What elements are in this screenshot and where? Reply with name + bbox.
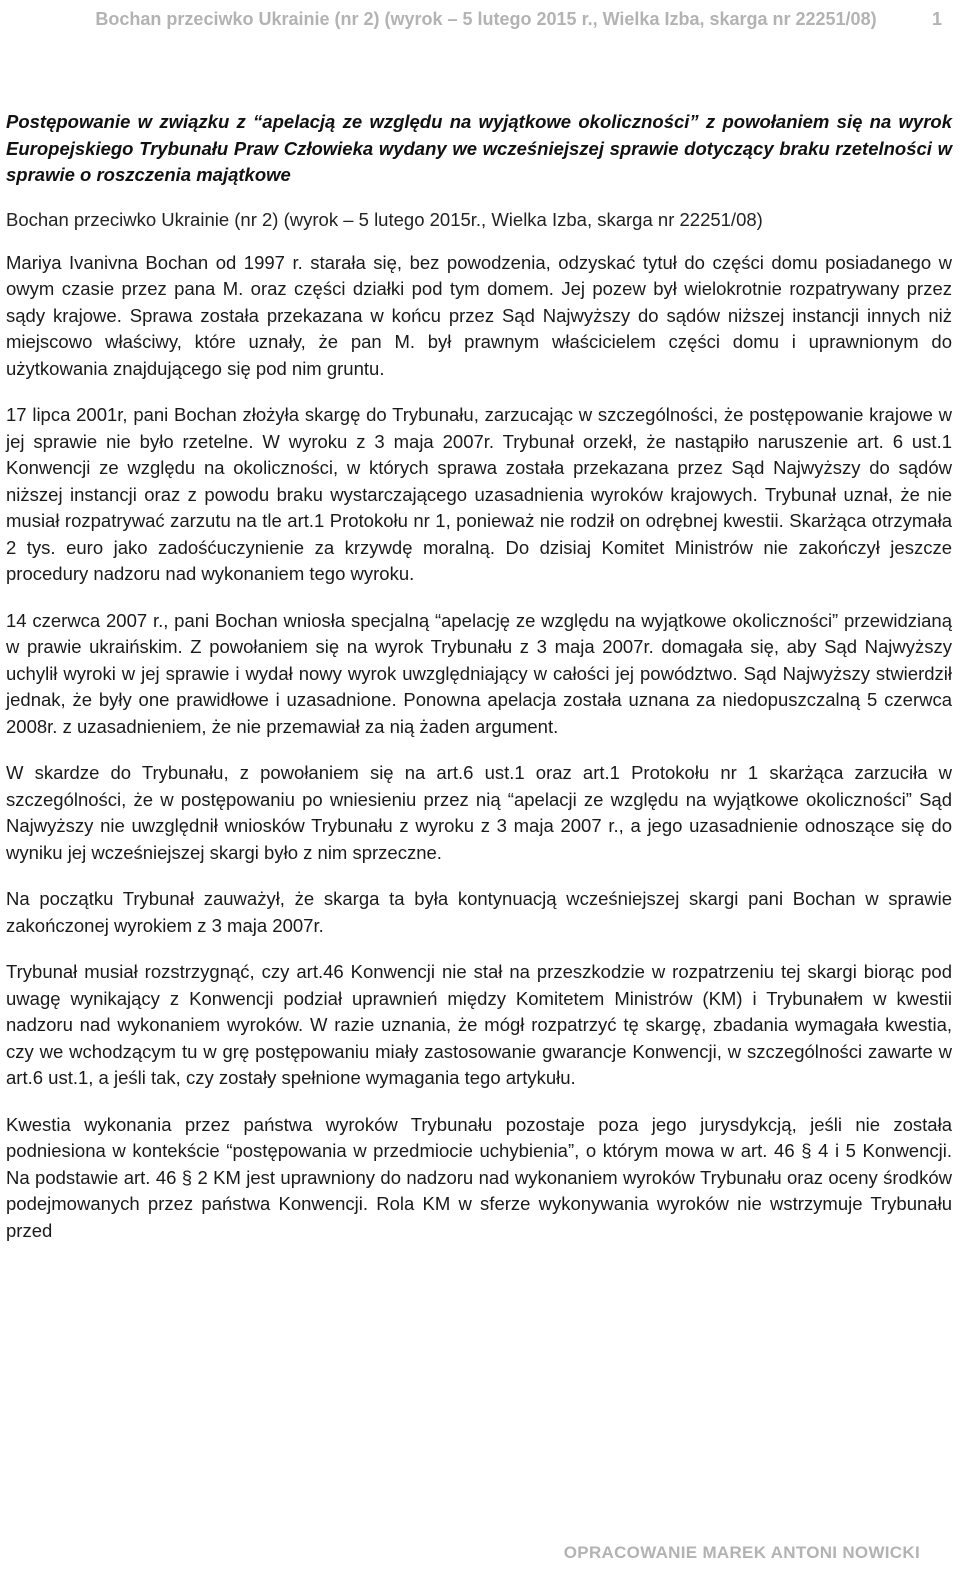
page-header xyxy=(6,0,952,72)
page-footer: OPRACOWANIE MAREK ANTONI NOWICKI xyxy=(563,1543,920,1562)
page-number: 1 xyxy=(931,9,942,29)
running-header-title: Bochan przeciwko Ukrainie (nr 2) (wyrok – 5 lutego 2015 r., Wielka Izba, skarga nr 22251/08) xyxy=(95,9,877,29)
paragraph: W skardze do Trybunału, z powołaniem się na art.6 ust.1 oraz art.1 Protokołu nr 1 skarżąca zarzuciła w szczególności, że w postępowaniu po wniesieniu przez nią “apelacji ze względu na wyjątkowe okoliczności” Sąd Najwyższy nie uwzględnił wniosków Trybunału z wyroku z 3 maja 2007 r., a jego uzasadnienie odnoszące się do wyniku jej wcześniejszej skargi było z nim sprzeczne. xyxy=(6,762,952,863)
paragraph: Mariya Ivanivna Bochan od 1997 r. starała się, bez powodzenia, odzyskać tytuł do części domu posiadanego w owym czasie przez pana M. oraz części działki pod tym domem. Jej pozew był wielokrotnie rozpatrywany przez sądy krajowe. Sprawa została przekazana w końcu przez Sąd Najwyższy do sądów niższej instancji innych niż miejscowo właściwy, które uznały, że pan M. był prawnym właścicielem części domu i uprawnionym do użytkowania znajdującego się pod nim gruntu. xyxy=(6,251,952,379)
summary-heading: Postępowanie w związku z “apelacją ze względu na wyjątkowe okoliczności” z powołaniem się na wyrok Europejskiego Trybunału Praw Człowieka wydany we wcześniejszej sprawie dotyczący braku rzetelności w sprawie o roszczenia majątkowe xyxy=(6,111,952,185)
paragraph: Kwestia wykonania przez państwa wyroków Trybunału pozostaje poza jego jurysdykcją, jeśli nie została podniesiona w kontekście “postępowania w przedmiocie uchybienia”, o którym mowa w art. 46 § 4 i 5 Konwencji. Na podstawie art. 46 § 2 KM jest uprawniony do nadzoru nad wykonaniem wyroków Trybunału oraz oceny środków podejmowanych przez państwa Konwencji. Rola KM w sferze wykonywania wyroków nie wstrzymuje Trybunału przed xyxy=(6,1113,952,1241)
paragraph: 17 lipca 2001r, pani Bochan złożyła skargę do Trybunału, zarzucając w szczególności, że postępowanie krajowe w jej sprawie nie było rzetelne. W wyroku z 3 maja 2007r. Trybunał orzekł, że nastąpiło naruszenie art. 6 ust.1 Konwencji ze względu na okoliczności, w których sprawa została przekazana przez Sąd Najwyższy do sądów niższej instancji oraz z powodu braku wystarczającego uzasadnienia wyroków krajowych. Trybunał uznał, że nie musiał rozpatrywać zarzutu na tle art.1 Protokołu nr 1, ponieważ nie rodził on odrębnej kwestii. Skarżąca otrzymała 2 tys. euro jako zadośćuczynienie za krzywdę moralną. Do dzisiaj Komitet Ministrów nie zakończył jeszcze procedury nadzoru nad wykonaniem tego wyroku. xyxy=(6,404,952,584)
paragraph: Na początku Trybunał zauważył, że skarga ta była kontynuacją wcześniejszej skargi pani Bochan w sprawie zakończonej wyrokiem z 3 maja 2007r. xyxy=(6,888,952,936)
case-title: Bochan przeciwko Ukrainie (nr 2) (wyrok – 5 lutego 2015r., Wielka Izba, skarga nr 22251/08) xyxy=(6,208,763,230)
paragraph: Trybunał musiał rozstrzygnąć, czy art.46 Konwencji nie stał na przeszkodzie w rozpatrzeniu tej skargi biorąc pod uwagę wynikający z Konwencji podział uprawnień między Komitetem Ministrów (KM) i Trybunałem w kwestii nadzoru nad wykonaniem wyroków. W razie uznania, że mógł rozpatrzyć tę skargę, zbadania wymagała kwestia, czy we wchodzącym tu w grę postępowaniu miały zastosowanie gwarancje Konwencji, w szczególności zawarte w art.6 ust.1, a jeśli tak, czy zostały spełnione wymagania tego artykułu. xyxy=(6,961,952,1088)
paragraph: 14 czerwca 2007 r., pani Bochan wniosła specjalną “apelację ze względu na wyjątkowe okoliczności” przewidzianą w prawie ukraińskim. Z powołaniem się na wyrok Trybunału z 3 maja 2007r. domagała się, aby Sąd Najwyższy uchylił wyroki w jej sprawie i wydał nowy wyrok uwzględniający w całości jej powództwo. Sąd Najwyższy stwierdził jednak, że były one prawidłowe i uzasadnione. Ponowna apelacja została uznana za niedopuszczalną 5 czerwca 2008r. z uzasadnieniem, że nie przemawiał za nią żaden argument. xyxy=(6,609,952,737)
